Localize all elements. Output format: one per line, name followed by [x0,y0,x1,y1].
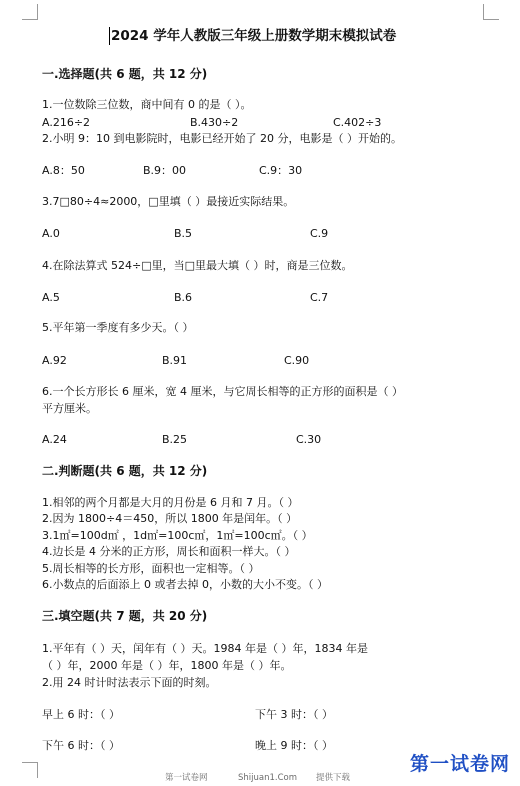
fill-time-afternoon-3: 下午 3 时：（ ） [255,708,333,721]
fill-time-morning-6: 早上 6 时：（ ） [42,708,120,721]
judge-q2: 2.因为 1800÷4＝450，所以 1800 年是闰年。（ ） [42,512,298,525]
crop-mark-top-left-v [37,4,38,20]
choice-q4-option-c: C.7 [310,291,329,304]
choice-q3-option-a: A.0 [42,227,60,240]
choice-q6-line1: 6.一个长方形长 6 厘米，宽 4 厘米，与它周长相等的正方形的面积是（ ） [42,385,403,398]
section-heading-judge: 二.判断题(共 6 题，共 12 分) [42,464,208,478]
section-heading-fill: 三.填空题(共 7 题，共 20 分) [42,609,208,623]
choice-q6-option-c: C.30 [296,433,322,446]
section-heading-choice: 一.选择题(共 6 题，共 12 分) [42,67,208,81]
choice-q4: 4.在除法算式 524÷□里，当□里最大填（ ）时，商是三位数。 [42,259,353,272]
judge-q4: 4.边长是 4 分米的正方形，周长和面积一样大。（ ） [42,545,296,558]
choice-q6-option-b: B.25 [162,433,188,446]
judge-q1: 1.相邻的两个月都是大月的月份是 6 月和 7 月。（ ） [42,496,299,509]
fill-q1-line2: （ ）年，2000 年是（ ）年，1800 年是（ ）年。 [42,659,292,672]
choice-q5-option-c: C.90 [284,354,310,367]
choice-q2: 2.小明 9：10 到电影院时，电影已经开始了 20 分，电影是（ ）开始的。 [42,132,402,145]
choice-q5: 5.平年第一季度有多少天。（ ） [42,321,194,334]
judge-q3: 3.1㎡=100d㎡ ，1d㎡=100c㎡，1㎡=100c㎡。（ ） [42,529,313,542]
choice-q2-option-a: A.8：50 [42,164,85,177]
crop-mark-top-right-h [483,19,499,20]
choice-q1: 1.一位数除三位数，商中间有 0 的是（ ）。 [42,98,252,111]
judge-q6: 6.小数点的后面添上 0 或者去掉 0，小数的大小不变。（ ） [42,578,328,591]
crop-mark-bottom-left-h [22,762,38,763]
footer-domain: Shijuan1.Com [238,773,298,783]
fill-q1-line1: 1.平年有（ ）天，闰年有（ ）天。1984 年是（ ）年，1834 年是 [42,642,368,655]
choice-q1-option-a: A.216÷2 [42,116,91,129]
choice-q1-option-b: B.430÷2 [190,116,239,129]
choice-q3-option-b: B.5 [174,227,193,240]
choice-q4-option-a: A.5 [42,291,60,304]
choice-q5-option-b: B.91 [162,354,188,367]
page-title: 2024 学年人教版三年级上册数学期末模拟试卷 [111,28,397,44]
text-cursor [109,27,110,45]
fill-q2: 2.用 24 时计时法表示下面的时刻。 [42,676,217,689]
choice-q6-line2: 平方厘米。 [42,402,97,415]
crop-mark-bottom-left-v [37,762,38,778]
choice-q6-option-a: A.24 [42,433,67,446]
judge-q5: 5.周长相等的长方形，面积也一定相等。（ ） [42,562,260,575]
footer-download: 提供下载 [316,773,351,783]
brand-watermark: 第一试卷网 [410,753,511,775]
crop-mark-top-right-v [483,4,484,20]
choice-q3: 3.7□80÷4≈2000，□里填（ ）最接近实际结果。 [42,195,295,208]
choice-q5-option-a: A.92 [42,354,67,367]
fill-time-afternoon-6: 下午 6 时：（ ） [42,739,120,752]
choice-q3-option-c: C.9 [310,227,329,240]
crop-mark-top-left-h [22,19,38,20]
choice-q4-option-b: B.6 [174,291,193,304]
choice-q2-option-b: B.9：00 [143,164,187,177]
choice-q2-option-c: C.9：30 [259,164,303,177]
fill-time-evening-9: 晚上 9 时：（ ） [255,739,333,752]
choice-q1-option-c: C.402÷3 [333,116,382,129]
footer-site-name: 第一试卷网 [165,773,208,783]
